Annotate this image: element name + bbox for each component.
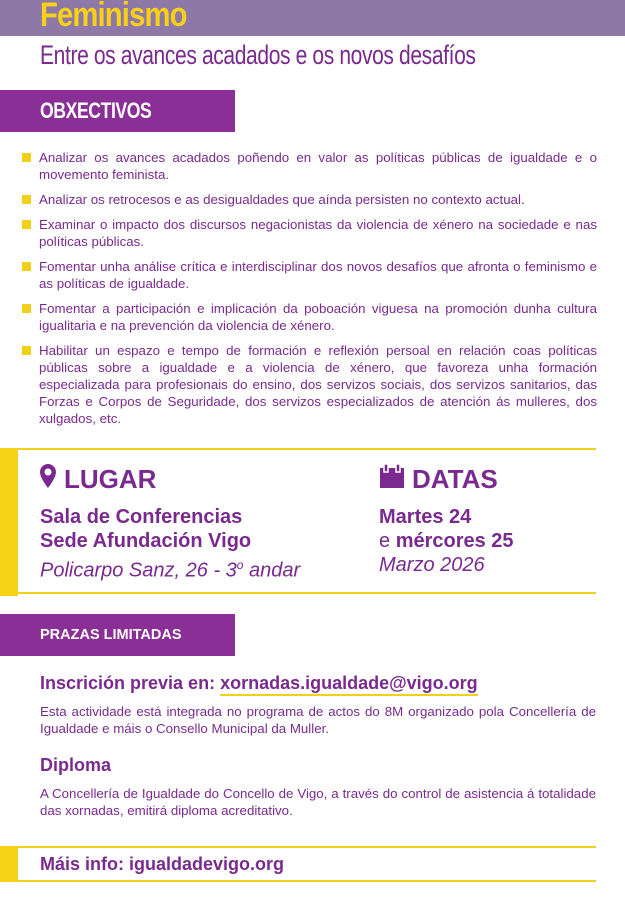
date-connector: e xyxy=(379,530,396,552)
list-item xyxy=(22,191,597,208)
more-info-link[interactable]: Máis info: igualdadevigo.org xyxy=(40,854,285,874)
location-pin-icon xyxy=(40,464,56,495)
yellow-stripe xyxy=(0,448,18,596)
date-day-2: mércores 25 xyxy=(395,530,514,552)
limited-places-text: PRAZAS LIMITADAS xyxy=(40,627,182,643)
bullet-square-icon xyxy=(22,262,31,271)
registration-label: Inscrición previa en: xyxy=(40,673,221,693)
objective-text: Examinar o impacto dos discursos negacionistas da violencia de xénero na sociedade e nas políticas públicas. xyxy=(39,217,597,249)
registration-email-link[interactable]: xornadas.igualdade@vigo.org xyxy=(220,673,478,696)
page-title: Feminismo xyxy=(40,0,187,34)
bullet-square-icon xyxy=(22,220,31,229)
date-line-1: Martes 24 xyxy=(379,506,472,528)
calendar-icon xyxy=(380,464,404,495)
bullet-square-icon xyxy=(22,195,31,204)
list-item xyxy=(22,216,597,250)
list-item xyxy=(22,258,597,292)
date-line-2 xyxy=(379,529,514,553)
objective-text: Fomentar a participación e implicación da poboación viguesa na promoción dunha cultura igualitaria e na prevención da violencia de xénero. xyxy=(39,301,597,333)
list-item xyxy=(22,300,597,334)
place-heading-text: LUGAR xyxy=(64,464,157,494)
date-line-3: Marzo 2026 xyxy=(379,554,485,576)
bullet-square-icon xyxy=(22,346,31,355)
objective-text: Habilitar un espazo e tempo de formación e reflexión persoal en relación coas políticas públicas sobre a igualdade e a violencia de xénero, que favoreza unha formación especializada para profesionais do ensino, dos servizos sociais, dos servizos sanitarios, das Forzas e Corpos de Seguridade, dos servizos especializados de atención ás mulleres, dos xulgados, etc. xyxy=(39,343,597,426)
diploma-text: A Concellería de Igualdade do Concello de Vigo, a través do control de asistencia á totalidade das xornadas, emitirá diploma acreditativo. xyxy=(40,786,596,818)
objectives-list xyxy=(22,149,597,435)
objective-text: Analizar os avances acadados poñendo en valor as políticas públicas de igualdade e o movemento feminista. xyxy=(39,150,597,182)
dates-heading-text: DATAS xyxy=(412,464,498,494)
address-main: Policarpo Sanz, 26 - 3 xyxy=(40,559,237,582)
objectives-header xyxy=(0,90,235,132)
address-end: andar xyxy=(243,559,301,582)
objective-text: Analizar os retrocesos e as desigualdades que aínda persisten no contexto actual. xyxy=(39,192,525,207)
place-dates-box xyxy=(0,448,596,594)
yellow-stripe xyxy=(0,846,18,882)
bullet-square-icon xyxy=(22,153,31,162)
list-item xyxy=(22,342,597,427)
place-line-2: Sede Afundación Vigo xyxy=(40,530,252,552)
registration-line xyxy=(40,673,478,694)
list-item xyxy=(22,149,597,183)
registration-description: Esta actividade está integrada no programa de actos do 8M organizado pola Concellería de Igualdade e máis o Consello Municipal da Muller. xyxy=(40,704,596,736)
objective-text: Fomentar unha análise crítica e interdisciplinar dos novos desafíos que afronta o feminismo e as políticas de igualdade. xyxy=(39,259,597,291)
address-sup: o xyxy=(236,558,244,572)
place-heading xyxy=(40,464,156,495)
page-subtitle: Entre os avances acadados e os novos desafíos xyxy=(40,40,476,70)
place-address xyxy=(40,553,300,583)
dates-heading xyxy=(380,464,498,495)
diploma-title: Diploma xyxy=(40,755,112,775)
place-line-1: Sala de Conferencias xyxy=(40,506,243,528)
objectives-heading: OBXECTIVOS xyxy=(40,98,152,123)
limited-places-header xyxy=(0,614,235,656)
bullet-square-icon xyxy=(22,304,31,313)
more-info-box xyxy=(0,846,596,882)
